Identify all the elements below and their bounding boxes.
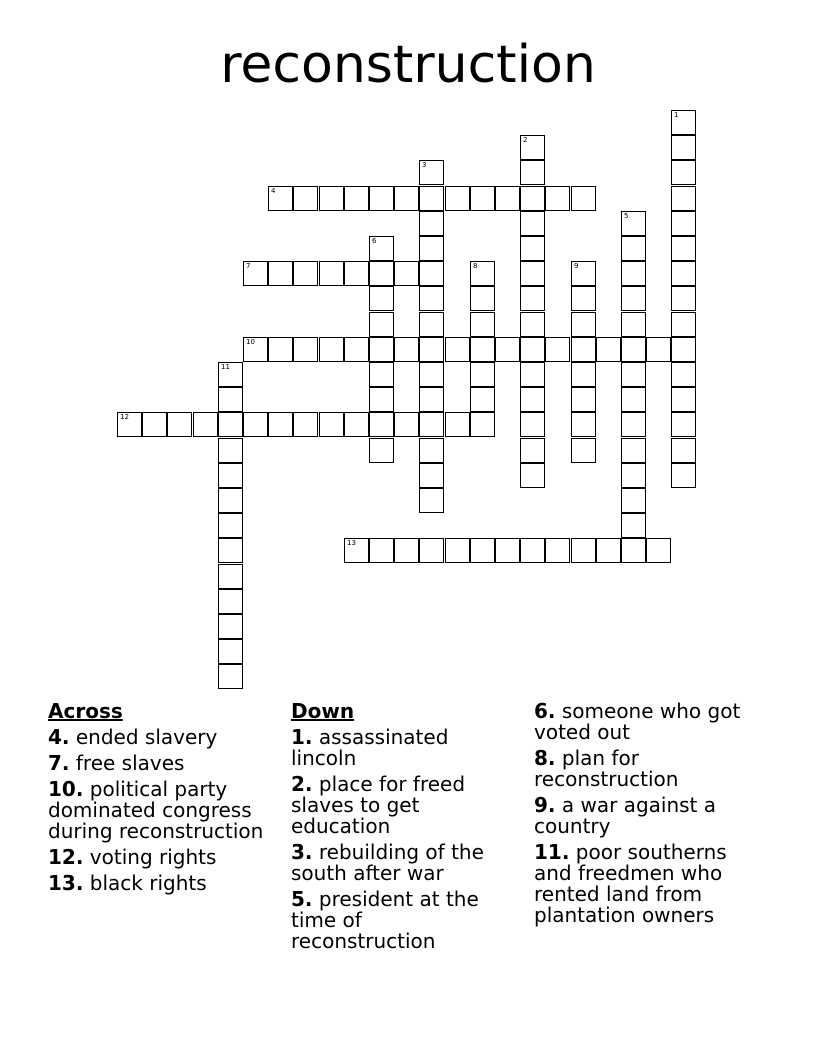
grid-cell[interactable]	[419, 211, 444, 236]
grid-cell[interactable]	[571, 412, 596, 437]
grid-cell[interactable]	[621, 261, 646, 286]
grid-cell[interactable]	[268, 261, 293, 286]
grid-cell[interactable]	[671, 312, 696, 337]
clue-down-1	[291, 727, 506, 769]
grid-cell[interactable]	[394, 337, 419, 362]
clue-text: voting rights	[89, 845, 217, 869]
clue-across-12	[48, 847, 273, 868]
grid-cell[interactable]	[319, 337, 344, 362]
cell-number: 8	[473, 262, 478, 270]
cell-number: 11	[221, 363, 230, 371]
grid-cell[interactable]	[671, 463, 696, 488]
grid-cell[interactable]	[671, 438, 696, 463]
across-clues	[48, 701, 273, 899]
grid-cell[interactable]	[419, 337, 444, 362]
grid-cell[interactable]	[344, 186, 369, 211]
clue-down-6	[534, 701, 759, 743]
grid-cell[interactable]	[470, 362, 495, 387]
clue-across-4	[48, 727, 273, 748]
grid-cell[interactable]	[369, 412, 394, 437]
grid-cell[interactable]	[520, 438, 545, 463]
grid-cell[interactable]	[394, 186, 419, 211]
clue-text: black rights	[89, 871, 207, 895]
clue-down-3	[291, 842, 506, 884]
grid-cell[interactable]	[218, 412, 243, 437]
grid-cell[interactable]	[621, 286, 646, 311]
cell-number: 6	[372, 237, 377, 245]
clue-across-13	[48, 873, 273, 894]
across-heading: Across	[48, 699, 123, 723]
grid-cell[interactable]	[520, 538, 545, 563]
grid-cell[interactable]	[419, 362, 444, 387]
clue-text: place for freed slaves to get education	[291, 772, 466, 838]
grid-cell[interactable]	[117, 412, 142, 437]
grid-cell[interactable]	[218, 614, 243, 639]
grid-cell[interactable]	[218, 387, 243, 412]
grid-cell[interactable]	[671, 387, 696, 412]
clue-text: free slaves	[75, 751, 185, 775]
grid-cell[interactable]	[369, 286, 394, 311]
clue-text: plan for reconstruction	[534, 746, 679, 791]
grid-cell[interactable]	[369, 261, 394, 286]
grid-cell[interactable]	[520, 362, 545, 387]
clue-across-7	[48, 753, 273, 774]
grid-cell[interactable]	[394, 538, 419, 563]
grid-cell[interactable]	[596, 538, 621, 563]
cell-number: 7	[246, 262, 251, 270]
grid-cell[interactable]	[621, 513, 646, 538]
grid-cell[interactable]	[419, 387, 444, 412]
grid-cell[interactable]	[671, 236, 696, 261]
cell-number: 1	[674, 111, 679, 119]
grid-cell[interactable]	[571, 362, 596, 387]
grid-cell[interactable]	[419, 488, 444, 513]
grid-cell[interactable]	[419, 412, 444, 437]
grid-cell[interactable]	[218, 488, 243, 513]
grid-cell[interactable]	[218, 564, 243, 589]
grid-cell[interactable]	[419, 286, 444, 311]
grid-cell[interactable]	[671, 211, 696, 236]
grid-cell[interactable]	[369, 312, 394, 337]
grid-cell[interactable]	[621, 488, 646, 513]
clue-number: 13.	[48, 871, 84, 895]
grid-cell[interactable]	[495, 538, 520, 563]
grid-cell[interactable]	[419, 186, 444, 211]
grid-cell[interactable]	[218, 362, 243, 387]
grid-cell[interactable]	[319, 412, 344, 437]
grid-cell[interactable]	[621, 236, 646, 261]
grid-cell[interactable]	[445, 337, 470, 362]
grid-cell[interactable]	[419, 160, 444, 185]
grid-cell[interactable]	[293, 186, 318, 211]
grid-cell[interactable]	[621, 337, 646, 362]
grid-cell[interactable]	[520, 135, 545, 160]
cell-number: 13	[347, 539, 356, 547]
grid-cell[interactable]	[470, 261, 495, 286]
grid-cell[interactable]	[571, 538, 596, 563]
grid-cell[interactable]	[445, 186, 470, 211]
grid-cell[interactable]	[520, 160, 545, 185]
grid-cell[interactable]	[470, 538, 495, 563]
grid-cell[interactable]	[646, 337, 671, 362]
cell-number: 5	[624, 212, 629, 220]
grid-cell[interactable]	[369, 236, 394, 261]
grid-cell[interactable]	[571, 312, 596, 337]
grid-cell[interactable]	[268, 337, 293, 362]
grid-cell[interactable]	[218, 438, 243, 463]
grid-cell[interactable]	[243, 337, 268, 362]
grid-cell[interactable]	[646, 538, 671, 563]
puzzle-title: reconstruction	[220, 35, 596, 95]
grid-cell[interactable]	[470, 186, 495, 211]
clue-text: ended slavery	[75, 725, 218, 749]
grid-cell[interactable]	[520, 412, 545, 437]
grid-cell[interactable]	[671, 337, 696, 362]
grid-cell[interactable]	[344, 538, 369, 563]
grid-cell[interactable]	[571, 438, 596, 463]
grid-cell[interactable]	[419, 312, 444, 337]
clue-number: 8.	[534, 746, 556, 770]
grid-cell[interactable]	[520, 261, 545, 286]
grid-cell[interactable]	[394, 412, 419, 437]
grid-cell[interactable]	[520, 337, 545, 362]
cell-number: 10	[246, 338, 255, 346]
down-clues-col2	[534, 701, 759, 931]
grid-cell[interactable]	[621, 538, 646, 563]
grid-cell[interactable]	[293, 261, 318, 286]
grid-cell[interactable]	[520, 211, 545, 236]
grid-cell[interactable]	[495, 337, 520, 362]
grid-cell[interactable]	[419, 236, 444, 261]
grid-cell[interactable]	[394, 261, 419, 286]
clue-number: 12.	[48, 845, 84, 869]
clue-number: 6.	[534, 699, 556, 723]
grid-cell[interactable]	[369, 387, 394, 412]
cell-number: 3	[422, 161, 427, 169]
grid-cell[interactable]	[571, 186, 596, 211]
grid-cell[interactable]	[621, 362, 646, 387]
grid-cell[interactable]	[193, 412, 218, 437]
cell-number: 4	[271, 187, 276, 195]
grid-cell[interactable]	[571, 286, 596, 311]
grid-cell[interactable]	[545, 337, 570, 362]
grid-cell[interactable]	[470, 312, 495, 337]
grid-cell[interactable]	[369, 438, 394, 463]
grid-cell[interactable]	[571, 261, 596, 286]
grid-cell[interactable]	[470, 412, 495, 437]
grid-cell[interactable]	[470, 387, 495, 412]
grid-cell[interactable]	[218, 589, 243, 614]
grid-cell[interactable]	[344, 412, 369, 437]
grid-cell[interactable]	[571, 387, 596, 412]
clue-text: rebuilding of the south after war	[291, 840, 484, 885]
grid-cell[interactable]	[319, 261, 344, 286]
clue-number: 4.	[48, 725, 70, 749]
clue-number: 10.	[48, 777, 84, 801]
grid-cell[interactable]	[545, 186, 570, 211]
clue-down-8	[534, 748, 759, 790]
cell-number: 2	[523, 136, 528, 144]
grid-cell[interactable]	[268, 412, 293, 437]
clue-across-10	[48, 779, 273, 842]
grid-cell[interactable]	[419, 538, 444, 563]
grid-cell[interactable]	[671, 160, 696, 185]
clue-text: a war against a country	[534, 793, 716, 838]
grid-cell[interactable]	[671, 110, 696, 135]
down-clues-col1	[291, 701, 506, 957]
grid-cell[interactable]	[671, 186, 696, 211]
clue-number: 7.	[48, 751, 70, 775]
grid-cell[interactable]	[167, 412, 192, 437]
grid-cell[interactable]	[445, 412, 470, 437]
grid-cell[interactable]	[419, 438, 444, 463]
clue-number: 11.	[534, 840, 570, 864]
grid-cell[interactable]	[621, 438, 646, 463]
grid-cell[interactable]	[671, 261, 696, 286]
grid-cell[interactable]	[243, 412, 268, 437]
grid-cell[interactable]	[621, 211, 646, 236]
grid-cell[interactable]	[520, 463, 545, 488]
grid-cell[interactable]	[419, 261, 444, 286]
grid-cell[interactable]	[268, 186, 293, 211]
grid-cell[interactable]	[344, 337, 369, 362]
grid-cell[interactable]	[369, 362, 394, 387]
clue-number: 2.	[291, 772, 313, 796]
clue-text: someone who got voted out	[534, 699, 741, 744]
grid-cell[interactable]	[419, 463, 444, 488]
grid-cell[interactable]	[671, 286, 696, 311]
clue-down-11	[534, 842, 759, 926]
clue-number: 3.	[291, 840, 313, 864]
grid-cell[interactable]	[218, 463, 243, 488]
grid-cell[interactable]	[218, 664, 243, 689]
grid-cell[interactable]	[293, 337, 318, 362]
grid-cell[interactable]	[520, 186, 545, 211]
grid-cell[interactable]	[470, 337, 495, 362]
clue-down-2	[291, 774, 506, 837]
grid-cell[interactable]	[142, 412, 167, 437]
cell-number: 9	[574, 262, 579, 270]
clue-number: 9.	[534, 793, 556, 817]
down-heading: Down	[291, 699, 355, 723]
grid-cell[interactable]	[319, 186, 344, 211]
grid-cell[interactable]	[596, 337, 621, 362]
grid-cell[interactable]	[293, 412, 318, 437]
grid-cell[interactable]	[218, 639, 243, 664]
grid-cell[interactable]	[671, 362, 696, 387]
grid-cell[interactable]	[520, 286, 545, 311]
grid-cell[interactable]	[621, 312, 646, 337]
grid-cell[interactable]	[470, 286, 495, 311]
grid-cell[interactable]	[571, 337, 596, 362]
clue-number: 1.	[291, 725, 313, 749]
grid-cell[interactable]	[621, 463, 646, 488]
grid-cell[interactable]	[671, 135, 696, 160]
grid-cell[interactable]	[218, 538, 243, 563]
clue-text: poor southerns and freedmen who rented land from plantation owners	[534, 840, 727, 927]
grid-cell[interactable]	[445, 538, 470, 563]
grid-cell[interactable]	[218, 513, 243, 538]
grid-cell[interactable]	[520, 312, 545, 337]
grid-cell[interactable]	[369, 337, 394, 362]
clue-number: 5.	[291, 887, 313, 911]
grid-cell[interactable]	[243, 261, 268, 286]
cell-number: 12	[120, 413, 129, 421]
clue-down-5	[291, 889, 506, 952]
clue-text: assassinated lincoln	[291, 725, 449, 770]
grid-cell[interactable]	[369, 186, 394, 211]
grid-cell[interactable]	[621, 412, 646, 437]
clue-text: political party dominated congress during reconstruction	[48, 777, 264, 843]
grid-cell[interactable]	[545, 538, 570, 563]
grid-cell[interactable]	[621, 387, 646, 412]
grid-cell[interactable]	[495, 186, 520, 211]
grid-cell[interactable]	[520, 387, 545, 412]
clue-text: president at the time of reconstruction	[291, 887, 479, 953]
clue-down-9	[534, 795, 759, 837]
grid-cell[interactable]	[671, 412, 696, 437]
grid-cell[interactable]	[369, 538, 394, 563]
grid-cell[interactable]	[344, 261, 369, 286]
grid-cell[interactable]	[520, 236, 545, 261]
